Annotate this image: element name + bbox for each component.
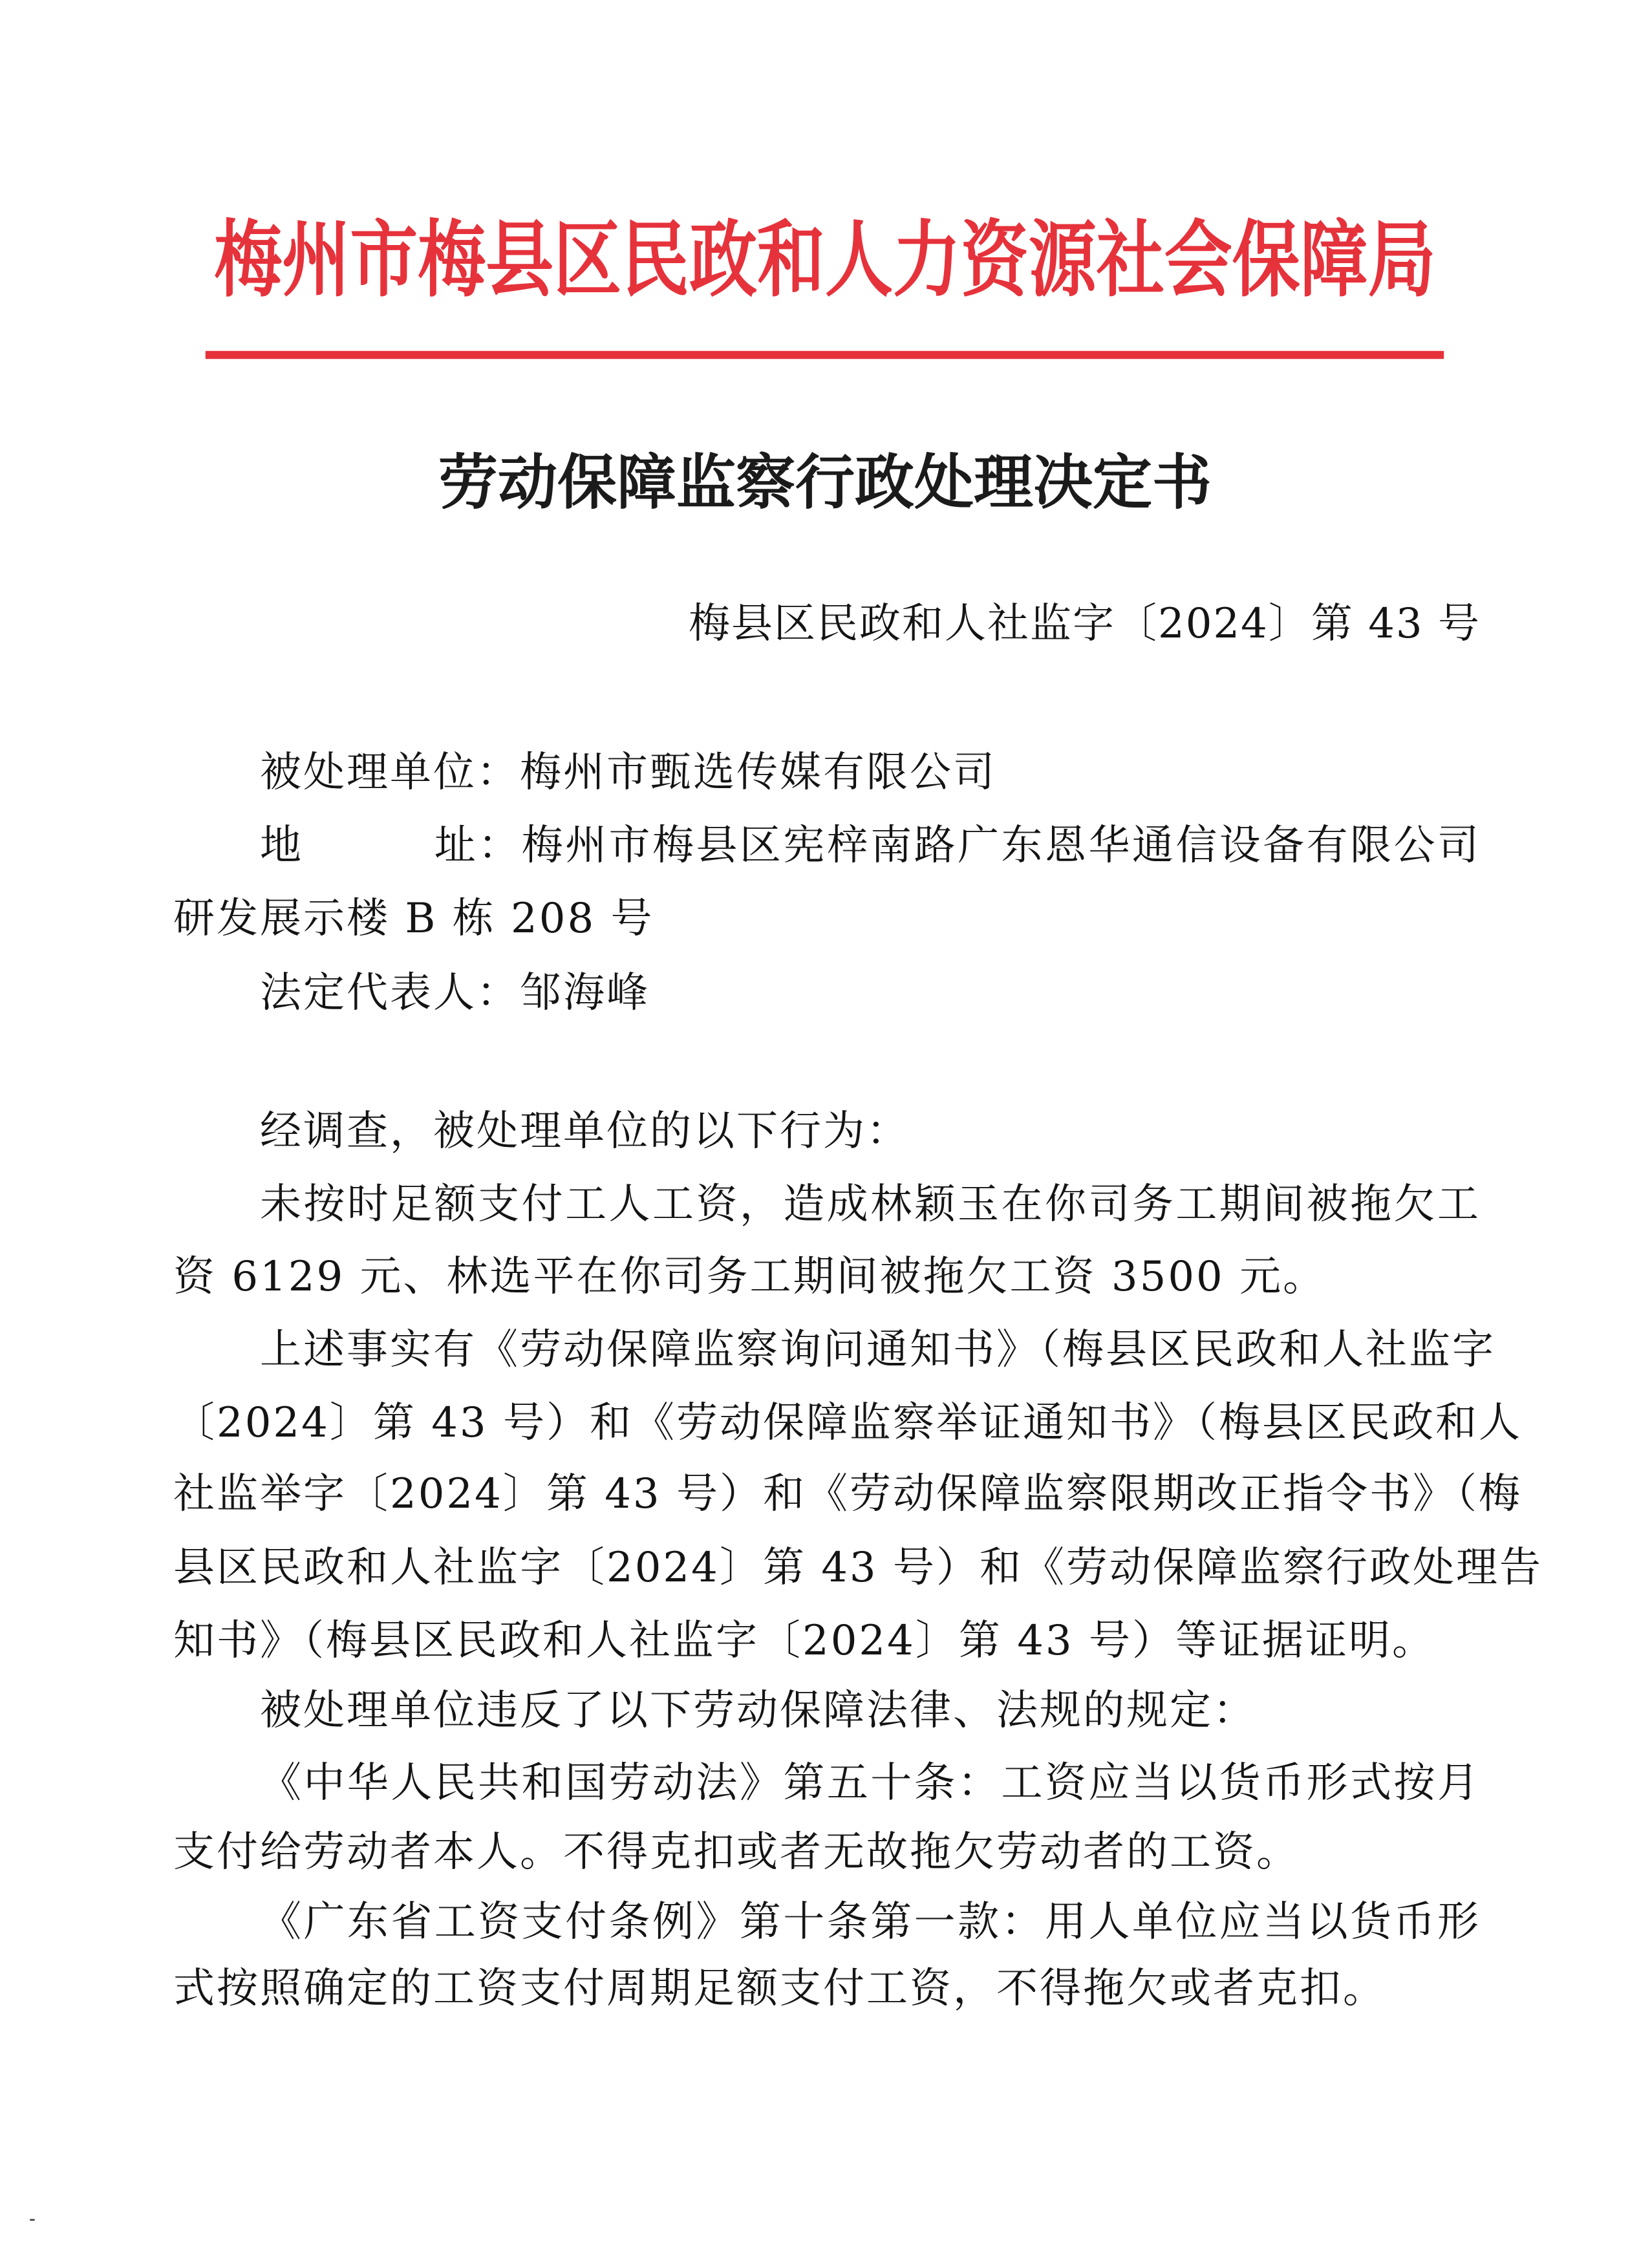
findings-intro: 经调查，被处理单位的以下行为： bbox=[260, 1107, 910, 1155]
party-address-value: 梅州市梅县区宪梓南路广东恩华通信设备有限公司 bbox=[521, 822, 1481, 870]
labor-law-article-line: 《中华人民共和国劳动法》第五十条：工资应当以货币形式按月 bbox=[260, 1759, 1481, 1807]
document-title: 劳动保障监察行政处理决定书 bbox=[438, 447, 1212, 517]
findings-text-line: 未按时足额支付工人工资，造成林颖玉在你司务工期间被拖欠工 bbox=[260, 1181, 1481, 1228]
letterhead-red-rule bbox=[206, 351, 1444, 359]
party-unit-line bbox=[260, 749, 1481, 797]
evidence-text-line: 社监举字〔2024〕第 43 号）和《劳动保障监察限期改正指令书》（梅 bbox=[173, 1470, 1522, 1518]
party-address-continuation: 研发展示楼 B 栋 208 号 bbox=[173, 895, 654, 943]
party-unit-label: 被处理单位： bbox=[260, 749, 520, 797]
evidence-text-line: 上述事实有《劳动保障监察询问通知书》（梅县区民政和人社监字 bbox=[260, 1326, 1495, 1374]
document-number: 梅县区民政和人社监字〔2024〕第 43 号 bbox=[689, 600, 1481, 648]
party-address-label: 地 址： bbox=[260, 822, 522, 870]
findings-text-line: 资 6129 元、林选平在你司务工期间被拖欠工资 3500 元。 bbox=[173, 1253, 1327, 1301]
party-representative-value: 邹海峰 bbox=[520, 969, 650, 1017]
scan-speck bbox=[30, 2219, 35, 2221]
evidence-text-line: 知书》（梅县区民政和人社监字〔2024〕第 43 号）等证据证明。 bbox=[173, 1617, 1435, 1665]
party-representative-label: 法定代表人： bbox=[260, 969, 520, 1017]
party-representative-line bbox=[260, 969, 1481, 1017]
agency-letterhead: 梅州市梅县区民政和人力资源社会保障局 bbox=[214, 211, 1436, 308]
wage-regulation-article-line: 《广东省工资支付条例》第十条第一款：用人单位应当以货币形 bbox=[260, 1898, 1481, 1946]
party-unit-value: 梅州市甄选传媒有限公司 bbox=[520, 749, 996, 797]
evidence-text-line: 〔2024〕第 43 号）和《劳动保障监察举证通知书》（梅县区民政和人 bbox=[173, 1399, 1522, 1447]
violations-intro: 被处理单位违反了以下劳动保障法律、法规的规定： bbox=[260, 1687, 1256, 1735]
evidence-text-line: 县区民政和人社监字〔2024〕第 43 号）和《劳动保障监察行政处理告 bbox=[173, 1544, 1543, 1592]
labor-law-article-line: 支付给劳动者本人。不得克扣或者无故拖欠劳动者的工资。 bbox=[173, 1828, 1300, 1876]
wage-regulation-article-line: 式按照确定的工资支付周期足额支付工资，不得拖欠或者克扣。 bbox=[173, 1965, 1386, 2013]
party-address-line bbox=[260, 822, 1481, 870]
